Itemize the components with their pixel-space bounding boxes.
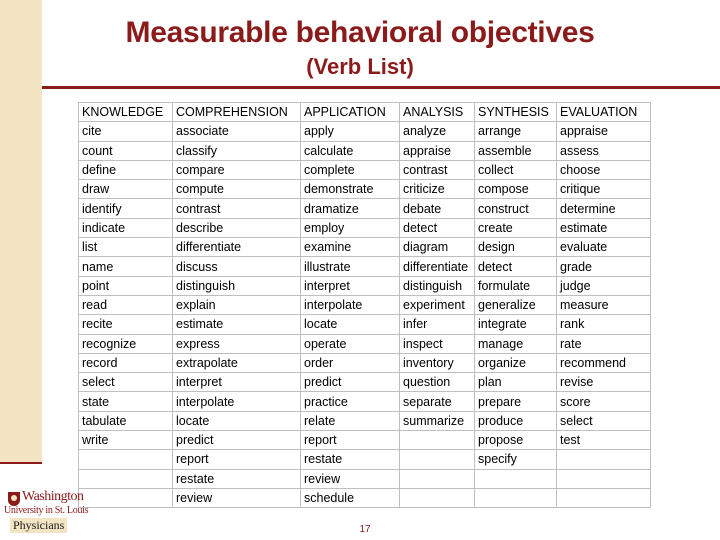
- table-cell: [400, 469, 475, 488]
- table-cell: prepare: [475, 392, 557, 411]
- table-cell: determine: [557, 199, 651, 218]
- table-cell: relate: [301, 411, 400, 430]
- table-cell: create: [475, 218, 557, 237]
- table-row: [79, 160, 651, 179]
- table-cell: [557, 488, 651, 507]
- table-cell: illustrate: [301, 257, 400, 276]
- table-cell: compose: [475, 180, 557, 199]
- table-row: [79, 411, 651, 430]
- table-row: [79, 257, 651, 276]
- table-cell: compare: [173, 160, 301, 179]
- table-cell: plan: [475, 373, 557, 392]
- header-row: [79, 103, 651, 122]
- column-header: APPLICATION: [301, 103, 400, 122]
- table-cell: evaluate: [557, 238, 651, 257]
- table-cell: propose: [475, 431, 557, 450]
- table-cell: measure: [557, 295, 651, 314]
- table-cell: estimate: [173, 315, 301, 334]
- table-cell: dramatize: [301, 199, 400, 218]
- column-header: ANALYSIS: [400, 103, 475, 122]
- table-row: [79, 122, 651, 141]
- logo-line-2: University in St. Louis: [4, 505, 89, 516]
- table-cell: define: [79, 160, 173, 179]
- title-line-2: (Verb List): [306, 54, 414, 79]
- shield-icon: [8, 492, 20, 506]
- table-row: [79, 392, 651, 411]
- table-cell: [79, 488, 173, 507]
- table-cell: detect: [400, 218, 475, 237]
- table-cell: question: [400, 373, 475, 392]
- table-cell: grade: [557, 257, 651, 276]
- table-cell: extrapolate: [173, 353, 301, 372]
- table-cell: judge: [557, 276, 651, 295]
- table-cell: review: [173, 488, 301, 507]
- table-row: [79, 238, 651, 257]
- table-cell: recognize: [79, 334, 173, 353]
- table-row: [79, 295, 651, 314]
- table-cell: order: [301, 353, 400, 372]
- table-cell: practice: [301, 392, 400, 411]
- table-cell: appraise: [400, 141, 475, 160]
- table-cell: apply: [301, 122, 400, 141]
- table-cell: experiment: [400, 295, 475, 314]
- table-cell: identify: [79, 199, 173, 218]
- table-row: [79, 180, 651, 199]
- table-cell: debate: [400, 199, 475, 218]
- table-cell: count: [79, 141, 173, 160]
- table-cell: [79, 450, 173, 469]
- table-cell: recommend: [557, 353, 651, 372]
- table-cell: [79, 469, 173, 488]
- table-cell: express: [173, 334, 301, 353]
- table-cell: employ: [301, 218, 400, 237]
- title-line-1: Measurable behavioral objectives: [125, 16, 595, 49]
- column-header: SYNTHESIS: [475, 103, 557, 122]
- table-cell: recite: [79, 315, 173, 334]
- table-cell: [475, 488, 557, 507]
- table-cell: interpret: [301, 276, 400, 295]
- table-cell: write: [79, 431, 173, 450]
- table-cell: record: [79, 353, 173, 372]
- table-cell: criticize: [400, 180, 475, 199]
- table-cell: assemble: [475, 141, 557, 160]
- logo-line-1: Washington: [22, 489, 84, 504]
- table-cell: distinguish: [173, 276, 301, 295]
- table-cell: [400, 488, 475, 507]
- table-row: [79, 373, 651, 392]
- table-cell: design: [475, 238, 557, 257]
- column-header: KNOWLEDGE: [79, 103, 173, 122]
- table-row: [79, 469, 651, 488]
- table-cell: manage: [475, 334, 557, 353]
- table-cell: predict: [301, 373, 400, 392]
- table-cell: detect: [475, 257, 557, 276]
- table-row: [79, 353, 651, 372]
- table-cell: rank: [557, 315, 651, 334]
- table-cell: assess: [557, 141, 651, 160]
- table-row: [79, 315, 651, 334]
- title-divider: [42, 86, 720, 89]
- logo-line-3: Physicians: [10, 518, 67, 533]
- table-cell: generalize: [475, 295, 557, 314]
- table-cell: restate: [301, 450, 400, 469]
- table-cell: schedule: [301, 488, 400, 507]
- table-cell: interpolate: [301, 295, 400, 314]
- table-cell: contrast: [400, 160, 475, 179]
- table-cell: explain: [173, 295, 301, 314]
- table-cell: [400, 431, 475, 450]
- table-cell: calculate: [301, 141, 400, 160]
- table-cell: organize: [475, 353, 557, 372]
- table-cell: associate: [173, 122, 301, 141]
- table-cell: demonstrate: [301, 180, 400, 199]
- table-cell: appraise: [557, 122, 651, 141]
- table-row: [79, 218, 651, 237]
- table-cell: operate: [301, 334, 400, 353]
- slide-title: [60, 16, 660, 80]
- table-cell: [557, 450, 651, 469]
- table-cell: revise: [557, 373, 651, 392]
- table-cell: distinguish: [400, 276, 475, 295]
- university-logo: [4, 488, 88, 538]
- table-cell: contrast: [173, 199, 301, 218]
- table-cell: review: [301, 469, 400, 488]
- table-cell: cite: [79, 122, 173, 141]
- table-cell: rate: [557, 334, 651, 353]
- table-cell: choose: [557, 160, 651, 179]
- table-row: [79, 334, 651, 353]
- table-body: [79, 122, 651, 508]
- page-number: 17: [359, 524, 371, 535]
- table-cell: interpolate: [173, 392, 301, 411]
- table-cell: locate: [173, 411, 301, 430]
- table-cell: collect: [475, 160, 557, 179]
- table-cell: summarize: [400, 411, 475, 430]
- table-row: [79, 276, 651, 295]
- table-cell: analyze: [400, 122, 475, 141]
- table-cell: differentiate: [400, 257, 475, 276]
- column-header: EVALUATION: [557, 103, 651, 122]
- table-cell: differentiate: [173, 238, 301, 257]
- bottom-divider: [0, 462, 42, 464]
- table-cell: [475, 469, 557, 488]
- column-header: COMPREHENSION: [173, 103, 301, 122]
- table-cell: draw: [79, 180, 173, 199]
- table-cell: score: [557, 392, 651, 411]
- table-cell: read: [79, 295, 173, 314]
- table-cell: restate: [173, 469, 301, 488]
- table-row: [79, 431, 651, 450]
- table-row: [79, 488, 651, 507]
- table-cell: select: [79, 373, 173, 392]
- table-cell: indicate: [79, 218, 173, 237]
- table-row: [79, 199, 651, 218]
- table-cell: describe: [173, 218, 301, 237]
- table-cell: integrate: [475, 315, 557, 334]
- table-cell: list: [79, 238, 173, 257]
- table-cell: formulate: [475, 276, 557, 295]
- table-cell: inspect: [400, 334, 475, 353]
- table-cell: name: [79, 257, 173, 276]
- table-cell: examine: [301, 238, 400, 257]
- table-row: [79, 141, 651, 160]
- table-cell: locate: [301, 315, 400, 334]
- verb-table: [78, 102, 651, 508]
- table-cell: produce: [475, 411, 557, 430]
- table-cell: discuss: [173, 257, 301, 276]
- table-cell: estimate: [557, 218, 651, 237]
- table-cell: critique: [557, 180, 651, 199]
- table-row: [79, 450, 651, 469]
- table-cell: specify: [475, 450, 557, 469]
- table-cell: point: [79, 276, 173, 295]
- table-cell: arrange: [475, 122, 557, 141]
- table-cell: [557, 469, 651, 488]
- table-cell: tabulate: [79, 411, 173, 430]
- table-cell: report: [173, 450, 301, 469]
- table-cell: state: [79, 392, 173, 411]
- table-cell: separate: [400, 392, 475, 411]
- table-cell: inventory: [400, 353, 475, 372]
- table-cell: test: [557, 431, 651, 450]
- table-cell: report: [301, 431, 400, 450]
- table-cell: [400, 450, 475, 469]
- table-cell: compute: [173, 180, 301, 199]
- table-cell: predict: [173, 431, 301, 450]
- table-cell: select: [557, 411, 651, 430]
- left-accent-bar: [0, 0, 42, 462]
- table-cell: infer: [400, 315, 475, 334]
- table-cell: diagram: [400, 238, 475, 257]
- table-cell: complete: [301, 160, 400, 179]
- table-cell: classify: [173, 141, 301, 160]
- table-cell: interpret: [173, 373, 301, 392]
- table-cell: construct: [475, 199, 557, 218]
